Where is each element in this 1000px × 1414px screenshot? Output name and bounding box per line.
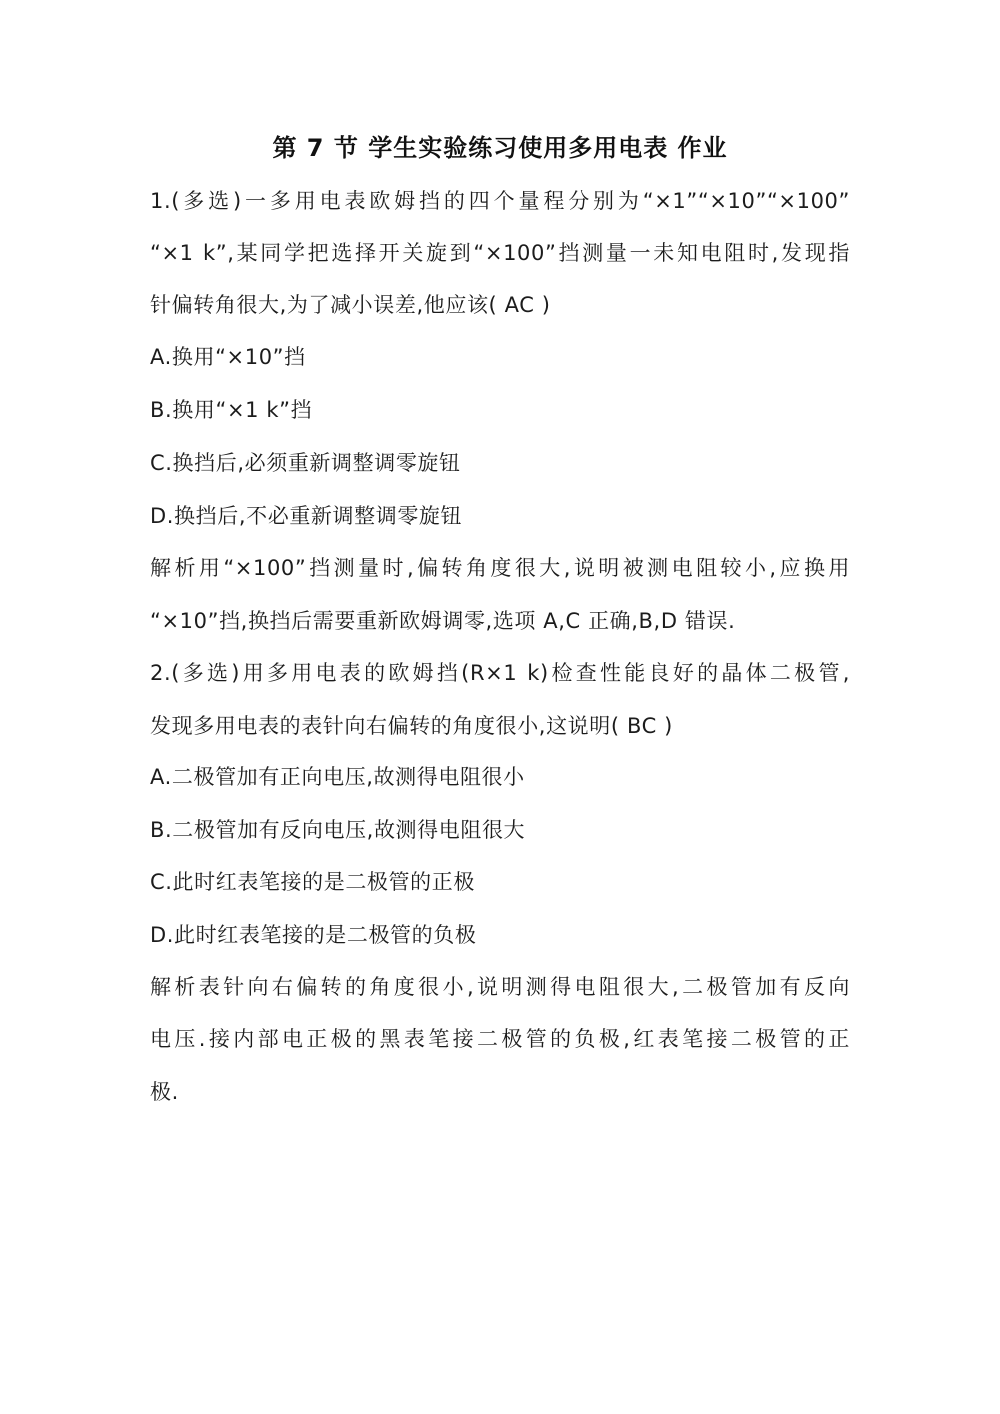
- analysis-line: 电压.接内部电正极的黑表笔接二极管的负极,红表笔接二极管的正: [150, 1027, 850, 1051]
- option-d: D.换挡后,不必重新调整调零旋钮: [150, 504, 463, 528]
- question-stem-line: 针偏转角很大,为了减小误差,他应该( AC ): [150, 293, 551, 317]
- question-stem-line: 2.(多选)用多用电表的欧姆挡(R×1 k)检查性能良好的晶体二极管,: [150, 661, 850, 685]
- option-d: D.此时红表笔接的是二极管的负极: [150, 923, 477, 947]
- page-title: 第 7 节 学生实验练习使用多用电表 作业: [272, 134, 728, 162]
- option-c: C.换挡后,必须重新调整调零旋钮: [150, 451, 461, 475]
- question-stem-line: 1.(多选)一多用电表欧姆挡的四个量程分别为“×1”“×10”“×100”: [150, 189, 850, 213]
- question-stem-line: 发现多用电表的表针向右偏转的角度很小,这说明( BC ): [150, 714, 673, 738]
- option-b: B.换用“×1 k”挡: [150, 398, 313, 422]
- option-a: A.二极管加有正向电压,故测得电阻很小: [150, 765, 525, 789]
- option-c: C.此时红表笔接的是二极管的正极: [150, 870, 475, 894]
- analysis-line: 解析表针向右偏转的角度很小,说明测得电阻很大,二极管加有反向: [150, 975, 850, 999]
- analysis-line: 解析用“×100”挡测量时,偏转角度很大,说明被测电阻较小,应换用: [150, 556, 850, 580]
- option-b: B.二极管加有反向电压,故测得电阻很大: [150, 818, 526, 842]
- question-stem-line: “×1 k”,某同学把选择开关旋到“×100”挡测量一未知电阻时,发现指: [150, 241, 850, 265]
- analysis-line: 极.: [150, 1080, 179, 1104]
- analysis-line: “×10”挡,换挡后需要重新欧姆调零,选项 A,C 正确,B,D 错误.: [150, 609, 736, 633]
- option-a: A.换用“×10”挡: [150, 345, 306, 369]
